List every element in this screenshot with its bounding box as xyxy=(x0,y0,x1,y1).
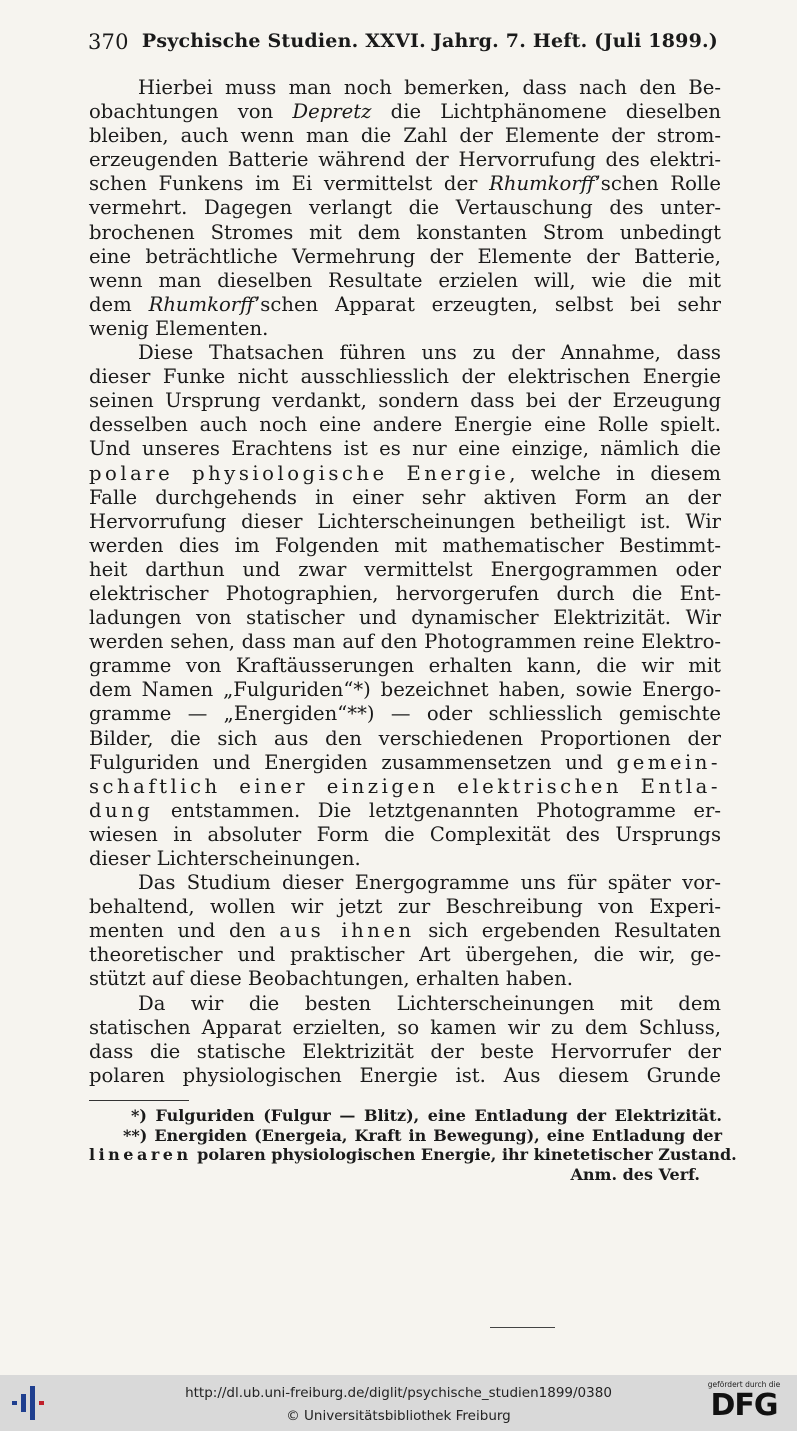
text-line: theoretischer und praktischer Art übergehen, die wir, ge- xyxy=(89,943,721,967)
text-line: dieser Lichterscheinungen. xyxy=(89,847,361,870)
spaced-emphasis: polare physiologische Energie xyxy=(89,461,510,485)
text-span: , welche in diesem xyxy=(509,461,721,485)
spaced-emphasis: gemein- xyxy=(616,750,721,774)
running-title: Psychische Studien. XXVI. Jahrg. 7. Heft. (Juli 1899.) xyxy=(141,30,718,52)
text-line: dieser Funke nicht ausschliesslich der elektrischen Energie xyxy=(89,365,721,389)
spaced-emphasis: aus ihnen xyxy=(279,919,415,943)
text-line: Falle durchgehends in einer sehr aktiven Form an der xyxy=(89,485,721,509)
footnote-energiden: **) Energiden (Energeia, Kraft in Bewegung), eine Entladung der xyxy=(123,1125,722,1145)
text-line: wenig Elementen. xyxy=(89,316,269,340)
text-span: entstammen. Die letztgenannten Photogramme er- xyxy=(153,798,721,822)
text-line: wiesen in absoluter Form die Complexität des Ursprungs xyxy=(89,822,721,846)
text-line xyxy=(89,293,721,317)
text-line: vermehrt. Dagegen verlangt die Vertauschung des unter- xyxy=(89,196,721,220)
text-line: elektrischer Photographien, hervorgerufen durch die Ent- xyxy=(89,581,721,605)
dfg-wordmark: DFG xyxy=(710,1388,778,1423)
text-line: werden dies im Folgenden mit mathematischer Bestimmt- xyxy=(89,533,721,557)
spaced-emphasis: linearen xyxy=(89,1145,192,1164)
text-line xyxy=(89,751,721,775)
text-line: Hierbei muss man noch bemerken, dass nach den Be- xyxy=(138,76,721,99)
text-span: polaren physiologischen Energie, ihr kinetetischer Zustand. xyxy=(191,1145,737,1164)
viewer-footer xyxy=(0,1375,797,1431)
dfg-logo[interactable] xyxy=(699,1380,789,1426)
name-rhumkorff: Rhumkorff xyxy=(148,292,255,316)
text-line: Diese Thatsachen führen uns zu der Annahme, dass xyxy=(138,341,721,365)
text-span: Fulguriden und Energiden zusammensetzen und xyxy=(89,750,617,774)
text-line: ladungen von statischer und dynamischer Elektrizität. Wir xyxy=(89,606,721,630)
text-span: ’schen Rolle xyxy=(594,172,721,196)
text-span: schen Funkens im Ei vermittelst der xyxy=(89,172,490,196)
text-line: eine beträchtliche Vermehrung der Elemente der Batterie, xyxy=(89,244,721,268)
document-url[interactable]: http://dl.ub.uni-freiburg.de/diglit/psychische_studien1899/0380 xyxy=(185,1385,612,1401)
text-line: stützt auf diese Beobachtungen, erhalten haben. xyxy=(89,967,573,991)
footnote-fulguriden: *) Fulguriden (Fulgur — Blitz), eine Entladung der Elektrizität. xyxy=(131,1106,722,1125)
text-line: seinen Ursprung verdankt, sondern dass bei der Erzeugung xyxy=(89,389,721,413)
page-number: 370 xyxy=(88,30,129,54)
text-line: desselben auch noch eine andere Energie eine Rolle spielt. xyxy=(89,413,721,437)
text-line: werden sehen, dass man auf den Photogrammen reine Elektro- xyxy=(89,630,721,654)
text-line xyxy=(89,799,721,823)
text-line xyxy=(89,462,721,486)
author-note-sign: Anm. des Verf. xyxy=(570,1164,700,1184)
text-span: ’schen Apparat erzeugten, selbst bei sehr xyxy=(254,292,721,316)
text-line: wenn man dieselben Resultate erzielen will, wie die mit xyxy=(89,268,721,292)
text-line: erzeugenden Batterie während der Hervorrufung des elektri- xyxy=(89,148,721,172)
text-line: Und unseres Erachtens ist es nur eine einzige, nämlich die xyxy=(89,437,721,461)
text-line: dem Namen „Fulguriden“*) bezeichnet haben, sowie Energo- xyxy=(89,678,721,702)
dfg-caption: gefördert durch die xyxy=(707,1380,781,1389)
text-span: die Lichtphänomene dieselben xyxy=(371,100,721,124)
spaced-emphasis: dung xyxy=(89,798,154,822)
text-line: brochenen Stromes mit dem konstanten Strom unbedingt xyxy=(89,220,721,244)
footnote-continuation xyxy=(89,1145,737,1165)
signature-mark xyxy=(490,1327,555,1328)
text-span: obachtungen von xyxy=(89,100,293,124)
text-line: Da wir die besten Lichterscheinungen mit dem xyxy=(138,991,721,1015)
text-line xyxy=(89,100,721,124)
text-line: behaltend, wollen wir jetzt zur Beschreibung von Experi- xyxy=(89,895,721,919)
text-line: gramme — „Energiden“**) — oder schliesslich gemischte xyxy=(89,702,721,726)
text-line: Bilder, die sich aus den verschiedenen Proportionen der xyxy=(89,726,721,750)
text-line: bleiben, auch wenn man die Zahl der Elemente der strom- xyxy=(89,124,721,148)
name-depretz: Depretz xyxy=(292,100,372,124)
text-line: Das Studium dieser Energogramme uns für später vor- xyxy=(138,871,721,895)
text-span: dem xyxy=(89,292,149,316)
text-line: gramme von Kraftäusserungen erhalten kann, die wir mit xyxy=(89,654,721,678)
page-header xyxy=(88,30,718,54)
text-line: schaftlich einer einzigen elektrischen Entla- xyxy=(89,774,721,798)
text-span: menten und den xyxy=(89,919,280,943)
text-line: heit darthun und zwar vermittelst Energogrammen oder xyxy=(89,557,721,581)
footnote-divider xyxy=(89,1100,189,1101)
text-line: Hervorrufung dieser Lichterscheinungen betheiligt ist. Wir xyxy=(89,509,721,533)
text-line: polaren physiologischen Energie ist. Aus diesem Grunde xyxy=(89,1063,721,1087)
footnotes xyxy=(89,1106,737,1184)
body-text xyxy=(89,76,721,1088)
copyright-notice: © Universitätsbibliothek Freiburg xyxy=(286,1408,511,1424)
text-span: sich ergebenden Resultaten xyxy=(414,919,721,943)
text-line xyxy=(89,172,721,196)
text-line: statischen Apparat erzielten, so kamen wir zu dem Schluss, xyxy=(89,1015,721,1039)
text-line: dass die statische Elektrizität der beste Hervorrufer der xyxy=(89,1039,721,1063)
name-rhumkorff: Rhumkorff xyxy=(489,172,595,196)
text-line xyxy=(89,919,721,943)
